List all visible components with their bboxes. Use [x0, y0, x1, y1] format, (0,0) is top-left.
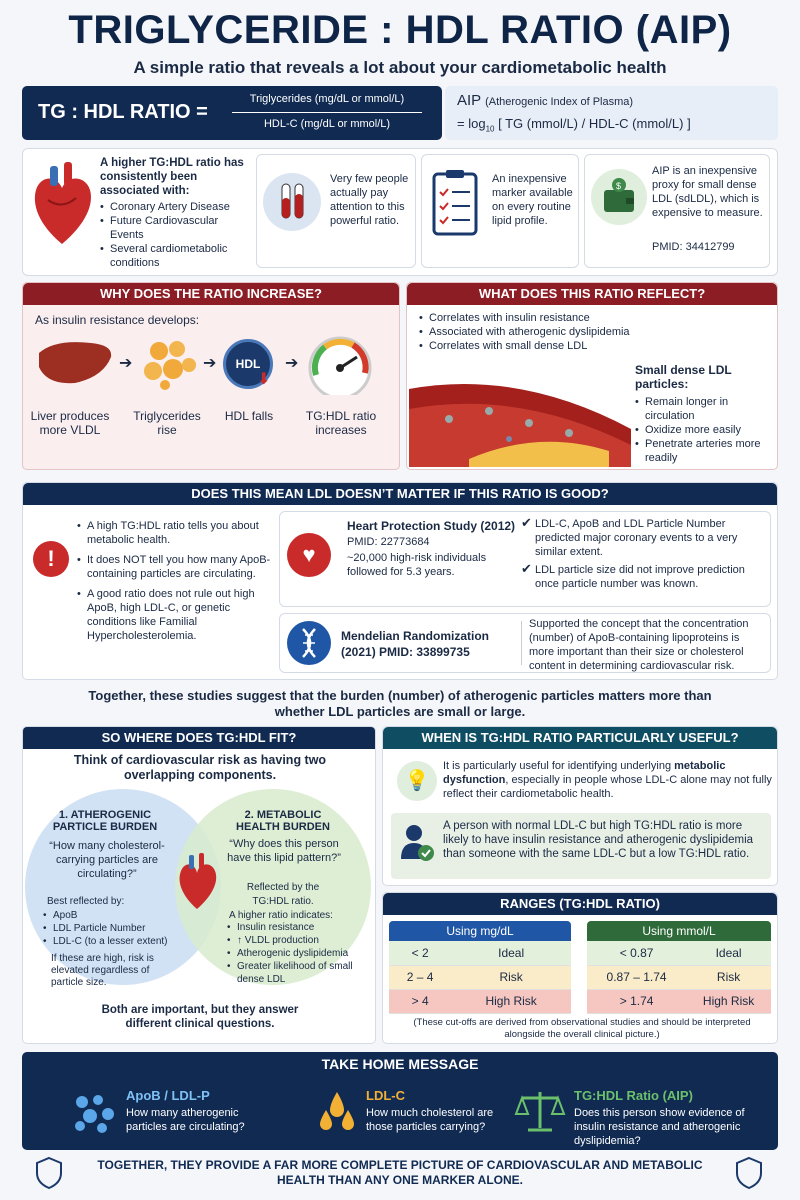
range-label: Risk — [451, 965, 571, 989]
triglyceride-droplets-icon — [139, 335, 199, 391]
particles-icon — [70, 1090, 120, 1134]
footer-statement: TOGETHER, THEY PROVIDE A FAR MORE COMPLETE PICTURE OF CARDIOVASCULAR AND METABOLIC HEALTH THAN ANY ONE MARKER ALONE. — [97, 1158, 703, 1187]
why-intro: As insulin resistance develops: — [35, 313, 200, 327]
list-item: • A good ratio does not rule out high ApoB, high LDL-C, or genetic conditions like Familial Hypercholesterolemia. — [77, 587, 277, 643]
metabolic-title: 2. METABOLIC HEALTH BURDEN — [236, 809, 330, 833]
aip-eq-sub: 10 — [485, 124, 495, 134]
list-item: • Coronary Artery Disease — [100, 200, 250, 214]
attention-text: Very few people actually pay attention to this powerful ratio. — [330, 173, 409, 227]
list-item: • Future Cardiovascular Events — [100, 214, 250, 242]
mr-year-pmid: (2021) PMID: 33899735 — [341, 645, 470, 659]
step-label-liver: Liver produces more VLDL — [30, 409, 110, 437]
shield-icon — [734, 1156, 764, 1190]
ldl-header: DOES THIS MEAN LDL DOESN’T MATTER IF THIS RATIO IS GOOD? — [23, 483, 777, 505]
step-label-hdl: HDL falls — [224, 409, 274, 423]
reflect-section — [406, 282, 778, 470]
list-item: • Penetrate arteries more readily — [635, 437, 773, 465]
person-check-icon — [399, 823, 435, 863]
aip-title-line — [457, 92, 633, 109]
hps-check-1 — [521, 515, 765, 559]
atherogenic-title: 1. ATHEROGENIC PARTICLE BURDEN — [52, 809, 158, 833]
takehome-text-tghdl: Does this person show evidence of insulin resistance and atherogenic dyslipidemia? — [574, 1107, 745, 1147]
atherogenic-question: “How many cholesterol-carrying particles are circulating?” — [49, 840, 165, 880]
arrow-icon: ➔ — [285, 355, 299, 372]
range-value: > 1.74 — [587, 989, 686, 1013]
range-label: Ideal — [451, 941, 571, 965]
useful-text-1-post: , especially in people whose LDL-C alone may not fully reflect their cardiometabolic health. — [443, 774, 772, 800]
table-row — [389, 989, 571, 1013]
mg-table — [389, 921, 571, 1014]
inexpensive-text: An inexpensive marker available on every routine lipid profile. — [492, 173, 573, 227]
fraction-line — [232, 112, 422, 113]
mg-range-table — [389, 941, 571, 1014]
hps-title: Heart Protection Study (2012) — [347, 519, 516, 533]
range-label: High Risk — [686, 989, 771, 1013]
takehome-title-ldlc: LDL-C — [366, 1088, 405, 1103]
mmol-range-table — [587, 941, 771, 1014]
list-item: • Several cardiometabolic conditions — [100, 242, 250, 270]
page-title: TRIGLYCERIDE : HDL RATIO (AIP) — [68, 8, 732, 52]
ratio-label: TG : HDL RATIO = — [38, 101, 208, 123]
atherogenic-best: Best reflected by: — [47, 896, 125, 907]
aip-eq-post: [ TG (mmol/L) / HDL-C (mmol/L) ] — [494, 116, 691, 131]
liver-icon — [35, 337, 115, 387]
heart-icon — [28, 160, 96, 250]
aip-label: AIP — [457, 92, 481, 109]
table-row — [587, 965, 771, 989]
together-statement: Together, these studies suggest that the burden (number) of atherogenic particles matters more than whether LDL particles are small or large. — [88, 688, 712, 719]
list-item: • Associated with atherogenic dyslipidemia — [419, 325, 719, 339]
ranges-header: RANGES (TG:HDL RATIO) — [383, 893, 777, 915]
useful-text-1 — [443, 759, 773, 801]
range-value: 2 – 4 — [389, 965, 451, 989]
list-item: • LDL Particle Number — [43, 922, 183, 935]
why-section — [22, 282, 400, 470]
why-header: WHY DOES THE RATIO INCREASE? — [23, 283, 399, 305]
ratio-formula-box — [22, 86, 442, 140]
venn-overlap-heart-icon — [175, 853, 219, 913]
metabolic-list — [227, 921, 363, 986]
takehome-title-tghdl: TG:HDL Ratio (AIP) — [574, 1088, 693, 1103]
step-label-ratio: TG:HDL ratio increases — [305, 409, 377, 437]
list-item: • ApoB — [43, 909, 183, 922]
heart-circle-icon: ♥ — [287, 533, 331, 577]
list-item: • It does NOT tell you how many ApoB-containing particles are circulating. — [77, 553, 277, 581]
table-row — [587, 989, 771, 1013]
artery-illustration — [409, 359, 631, 467]
metabolic-reflected: Reflected by the TG:HDL ratio. — [246, 882, 320, 907]
reflect-header: WHAT DOES THIS RATIO REFLECT? — [407, 283, 777, 305]
hps-check-2 — [521, 561, 765, 591]
arrow-icon: ➔ — [203, 355, 217, 372]
metabolic-question: “Why does this person have this lipid pattern?” — [227, 838, 341, 864]
reflect-list — [419, 311, 719, 353]
mmol-header: Using mmol/L — [587, 921, 771, 941]
checklist-icon — [428, 168, 484, 240]
hdl-icon: HDL — [223, 339, 273, 389]
wallet-icon — [590, 168, 648, 226]
useful-text-1-pre: It is particularly useful for identifying underlying — [443, 760, 675, 772]
lightbulb-icon: 💡 — [397, 761, 437, 801]
range-value: < 2 — [389, 941, 451, 965]
fit-intro: Think of cardiovascular risk as having two overlapping components. — [73, 753, 327, 782]
hps-check-2-text: LDL particle size did not improve prediction once particle number was known. — [535, 564, 745, 590]
useful-text-1-bold: metabolic dysfunction — [443, 760, 726, 786]
droplets-icon — [314, 1088, 360, 1134]
takehome-text-ldlc: How much cholesterol are those particles carrying? — [366, 1107, 494, 1133]
divider — [521, 621, 522, 665]
aip-equation — [457, 116, 691, 134]
metabolic-higher: A higher ratio indicates: — [229, 910, 333, 921]
list-item: • Remain longer in circulation — [635, 395, 773, 423]
gauge-icon — [305, 333, 375, 395]
table-row — [389, 965, 571, 989]
mr-title: Mendelian Randomization — [341, 629, 490, 643]
range-value: < 0.87 — [587, 941, 686, 965]
useful-header: WHEN IS TG:HDL RATIO PARTICULARLY USEFUL? — [383, 727, 777, 749]
hps-pmid: PMID: 22773684 — [347, 536, 430, 548]
list-item: • LDL-C (to a lesser extent) — [43, 935, 183, 948]
mr-text: Supported the concept that the concentration (number) of ApoB-containing lipoproteins is more important than their size or cholesterol content in determining cardiovascular risk. — [529, 618, 749, 672]
mmol-table — [587, 921, 771, 1014]
list-item: • Oxidize more easily — [635, 423, 773, 437]
down-arrow-icon: ⬇ — [257, 371, 271, 388]
list-item: • Atherogenic dyslipidemia — [227, 947, 363, 960]
range-label: Risk — [686, 965, 771, 989]
shield-icon — [34, 1156, 64, 1190]
sdldl-title: Small dense LDL particles: — [635, 363, 732, 391]
test-tubes-icon — [262, 172, 322, 232]
intro-card-association — [100, 156, 250, 270]
range-label: Ideal — [686, 941, 771, 965]
fit-section — [22, 726, 376, 1044]
fit-footer: Both are important, but they answer different clinical questions. — [101, 1004, 299, 1030]
sdldl-list — [635, 395, 773, 465]
takehome-section — [22, 1052, 778, 1150]
range-value: > 4 — [389, 989, 451, 1013]
ldl-section — [22, 482, 778, 680]
ranges-note: (These cut-offs are derived from observational studies and should be interpreted alongside the overall clinical picture.) — [413, 1017, 751, 1040]
list-item: • Greater likelihood of small dense LDL — [227, 960, 363, 986]
table-row — [587, 941, 771, 965]
list-item: • Correlates with small dense LDL — [419, 339, 719, 353]
range-label: High Risk — [451, 989, 571, 1013]
list-item: • ↑ VLDL production — [227, 934, 363, 947]
arrow-icon: ➔ — [119, 355, 133, 372]
hps-text: ~20,000 high-risk individuals followed for 5.3 years. — [347, 552, 487, 578]
association-list — [100, 200, 250, 270]
association-title: A higher TG:HDL ratio has consistently been associated with: — [100, 157, 244, 197]
aip-eq-pre: = log — [457, 116, 486, 131]
fit-header: SO WHERE DOES TG:HDL FIT? — [23, 727, 375, 749]
list-item: • Insulin resistance — [227, 921, 363, 934]
list-item: • Correlates with insulin resistance — [419, 311, 719, 325]
check-icon: ✔ — [521, 515, 532, 530]
list-item: • A high TG:HDL ratio tells you about metabolic health. — [77, 519, 277, 547]
mg-header: Using mg/dL — [389, 921, 571, 941]
proxy-text: AIP is an inexpensive proxy for small dense LDL (sdLDL), which is expensive to measure. — [652, 165, 763, 219]
atherogenic-list — [43, 909, 183, 948]
takehome-title-apob: ApoB / LDL-P — [126, 1088, 210, 1103]
proxy-pmid: PMID: 34412799 — [652, 241, 735, 253]
ldl-left-list — [77, 519, 277, 643]
atherogenic-note: If these are high, risk is elevated regardless of particle size. — [51, 953, 154, 988]
ratio-numerator: Triglycerides (mg/dL or mmol/L) — [249, 93, 405, 105]
ranges-section — [382, 892, 778, 1044]
aip-desc: (Atherogenic Index of Plasma) — [485, 96, 634, 108]
dna-icon — [287, 621, 331, 665]
takehome-header: TAKE HOME MESSAGE — [321, 1056, 479, 1072]
step-label-triglycerides: Triglycerides rise — [133, 409, 201, 437]
useful-text-2: A person with normal LDL-C but high TG:HDL ratio is more likely to have insulin resistance and atherogenic dyslipidemia than someone with the same LDL-C but a low TG:HDL ratio. — [443, 820, 754, 860]
range-value: 0.87 – 1.74 — [587, 965, 686, 989]
takehome-text-apob: How many atherogenic particles are circulating? — [126, 1107, 245, 1133]
scale-icon — [514, 1088, 566, 1134]
aip-formula-box — [445, 86, 778, 140]
ratio-denominator: HDL-C (mg/dL or mmol/L) — [263, 118, 391, 130]
useful-section — [382, 726, 778, 886]
hps-check-1-text: LDL-C, ApoB and LDL Particle Number predicted major coronary events to a very similar extent. — [535, 518, 738, 558]
page-subtitle: A simple ratio that reveals a lot about your cardiometabolic health — [133, 58, 667, 77]
table-row — [389, 941, 571, 965]
check-icon: ✔ — [521, 561, 532, 576]
svg-text:$: $ — [616, 181, 622, 191]
warning-icon: ! — [33, 541, 69, 577]
